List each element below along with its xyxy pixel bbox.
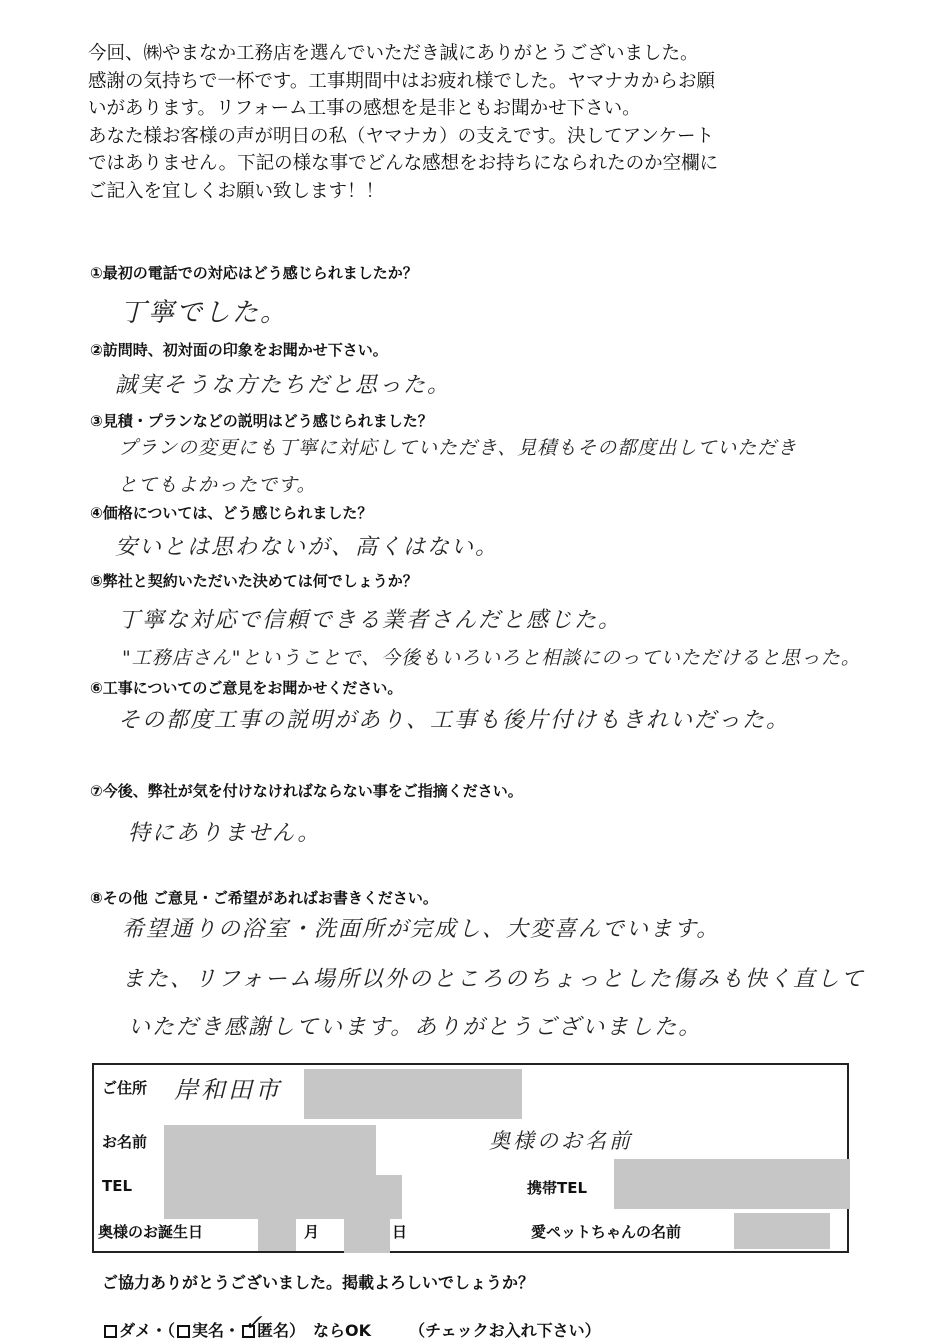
wife-name-note: 奥様のお名前 bbox=[489, 1129, 633, 1153]
question-3: ③見積・プランなどの説明はどう感じられました？ bbox=[90, 412, 433, 430]
intro-line: いがあります。リフォーム工事の感想を是非ともお聞かせ下さい。 bbox=[88, 98, 641, 119]
birthday-label: 奥様のお誕生日 bbox=[98, 1223, 204, 1241]
check-note: （チェックお入れ下さい） bbox=[409, 1321, 601, 1340]
option-anonymous-label: 匿名） bbox=[257, 1321, 306, 1340]
name-label: お名前 bbox=[102, 1133, 148, 1151]
question-8: ⑧その他 ご意見・ご希望があればお書きください。 bbox=[90, 889, 438, 907]
redacted-name bbox=[164, 1125, 376, 1175]
redacted-tel bbox=[164, 1175, 402, 1219]
checkbox-anonymous[interactable] bbox=[242, 1311, 263, 1338]
answer-8-line-2: また、リフォーム場所以外のところのちょっとした傷みも快く直して bbox=[122, 967, 865, 992]
question-7: ⑦今後、弊社が気を付けなければならない事をご指摘ください。 bbox=[90, 782, 523, 800]
intro-line: ご記入を宜しくお願い致します！！ bbox=[88, 180, 385, 202]
question-4: ④価格については、どう感じられました？ bbox=[90, 504, 373, 522]
answer-2: 誠実そうな方たちだと思った。 bbox=[115, 373, 452, 398]
intro-text bbox=[88, 40, 888, 205]
redacted-address bbox=[304, 1069, 522, 1119]
publish-question: ご協力ありがとうございました。掲載よろしいでしょうか？ bbox=[102, 1273, 535, 1292]
answer-3-line-2: とてもよかったです。 bbox=[118, 474, 317, 496]
intro-line: 感謝の気持ちで一杯です。工事期間中はお疲れ様でした。ヤマナカからお願 bbox=[88, 70, 715, 92]
answer-7: 特にありません。 bbox=[128, 821, 322, 846]
question-1: ①最初の電話での対応はどう感じられましたか？ bbox=[90, 264, 418, 282]
answer-4: 安いとは思わないが、高くはない。 bbox=[115, 535, 500, 560]
checkbox-real-name[interactable] bbox=[177, 1325, 190, 1338]
intro-line: ではありません。下記の様な事でどんな感想をお持ちになられたのか空欄に bbox=[88, 153, 719, 174]
question-5: ⑤弊社と契約いただいた決めては何でしょうか？ bbox=[90, 572, 418, 590]
redacted-birth-month bbox=[258, 1217, 296, 1251]
answer-8-line-3: いただき感謝しています。ありがとうございました。 bbox=[128, 1015, 703, 1040]
month-label: 月 bbox=[304, 1223, 320, 1241]
answer-1: 丁寧でした。 bbox=[120, 298, 289, 328]
option-ng-label: ダメ・（ bbox=[119, 1321, 176, 1340]
answer-3-line-1: プランの変更にも丁寧に対応していただき、見積もその都度出していただき bbox=[118, 437, 798, 459]
tel-label: TEL bbox=[102, 1177, 133, 1195]
redacted-birth-day bbox=[344, 1217, 390, 1253]
address-value: 岸和田市 bbox=[174, 1076, 282, 1104]
answer-5-line-1: 丁寧な対応で信頼できる業者さんだと感じた。 bbox=[118, 608, 623, 633]
checkbox-ng[interactable] bbox=[104, 1325, 117, 1338]
intro-line: 今回、㈱やまなか工務店を選んでいただき誠にありがとうございました。 bbox=[88, 43, 699, 64]
intro-line: あなた様お客様の声が明日の私（ヤマナカ）の支えです。決してアンケート bbox=[88, 125, 715, 147]
mobile-tel-label: 携帯TEL bbox=[527, 1179, 588, 1197]
answer-8-line-1: 希望通りの浴室・洗面所が完成し、大変喜んでいます。 bbox=[122, 917, 721, 942]
answer-5-line-2: "工務店さん"ということで、今後もいろいろと相談にのっていただけると思った。 bbox=[122, 647, 861, 669]
contact-form bbox=[92, 1063, 849, 1253]
option-ok-label: ならOK bbox=[313, 1321, 372, 1340]
redacted-mobile bbox=[614, 1159, 850, 1209]
question-2: ②訪問時、初対面の印象をお聞かせ下さい。 bbox=[90, 341, 388, 359]
publish-options bbox=[102, 1311, 601, 1341]
question-6: ⑥工事についてのご意見をお聞かせください。 bbox=[90, 679, 403, 697]
redacted-pet-name bbox=[734, 1213, 830, 1249]
answer-6: その都度工事の説明があり、工事も後片付けもきれいだった。 bbox=[118, 708, 791, 733]
option-real-name-label: 実名・ bbox=[192, 1321, 241, 1340]
pet-name-label: 愛ペットちゃんの名前 bbox=[531, 1223, 682, 1241]
checkmark-icon: ✓ bbox=[244, 1311, 263, 1336]
address-label: ご住所 bbox=[102, 1079, 148, 1097]
day-label: 日 bbox=[392, 1223, 408, 1241]
